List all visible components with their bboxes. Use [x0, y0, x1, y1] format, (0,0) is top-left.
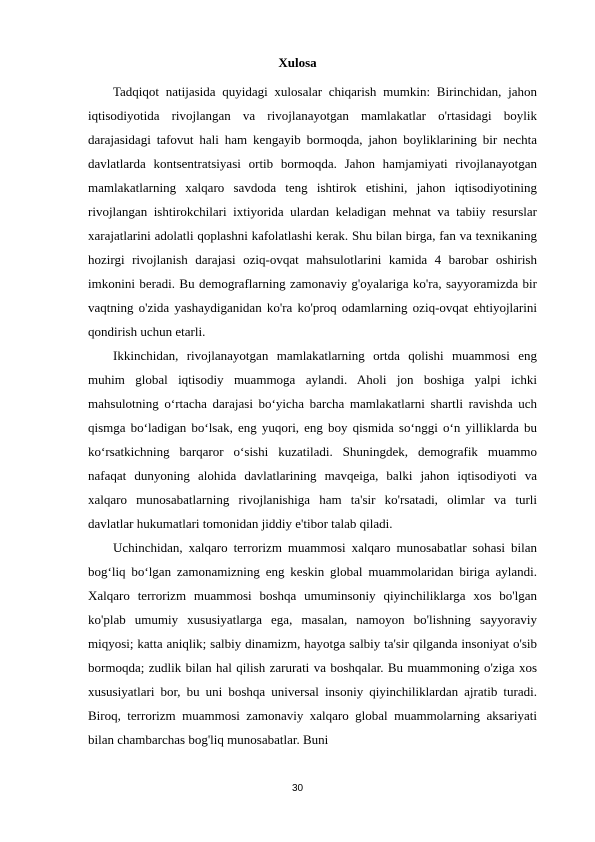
body-text: [88, 80, 537, 752]
page-number: 30: [291, 783, 304, 794]
paragraph: Tadqiqot natijasida quyidagi xulosalar chiqarish mumkin: Birinchidan, jahon iqtisodiyotida rivojlangan va rivojlanayotgan mamlakatlar o'rtasidagi boylik darajasidagi tafovut hali ham kengayib bormoqda, jahon boyliklarining bir nechta davlatlarda kontsentratsiyasi ortib bormoqda. Jahon hamjamiyati rivojlanayotgan mamlakatlarning xalqaro savdoda teng ishtirok etishini, jahon iqtisodiyotining rivojlangan ishtirokchilari ixtiyorida ulardan keladigan mehnat va tabiiy resurslar xarajatlarini adolatli qoplashni kafolatlashi kerak. Shu bilan birga, fan va texnikaning hozirgi rivojlanish darajasi oziq-ovqat mahsulotlarini kamida 4 barobar oshirish imkonini beradi. Bu demograflarning zamonaviy g'oyalariga ko'ra, sayyoramizda bir vaqtning o'zida yashaydiganidan ko'ra ko'proq odamlarning oziq-ovqat ehtiyojlarini qondirish uchun etarli.: [88, 84, 537, 339]
page-title: Xulosa: [278, 55, 317, 70]
paragraph: Uchinchidan, xalqaro terrorizm muammosi xalqaro munosabatlar sohasi bilan bog‘liq bo‘lgan zamonamizning eng keskin global muammolaridan biriga aylandi. Xalqaro terrorizm muammosi boshqa umuminsoniy qiyinchiliklarga xos bo'lgan ko'plab umumiy xususiyatlarga ega, masalan, namoyon bo'lishning sayyoraviy miqyosi; katta aniqlik; salbiy dinamizm, hayotga salbiy ta'sir qilganda insoniyat o'sib bormoqda; zudlik bilan hal qilish zarurati va boshqalar. Bu muammoning o'ziga xos xususiyatlari bor, bu uni boshqa universal insoniy qiyinchiliklardan ajratib turadi. Biroq, terrorizm muammosi zamonaviy xalqaro global muammolarning aksariyati bilan chambarchas bog'liq munosabatlar. Buni: [88, 540, 537, 747]
paragraph: Ikkinchidan, rivojlanayotgan mamlakatlarning ortda qolishi muammosi eng muhim global iqtisodiy muammoga aylandi. Aholi jon boshiga yalpi ichki mahsulotning o‘rtacha darajasi bo‘yicha barcha mamlakatlarni shartli ravishda uch qismga bo‘ladigan bo‘lsak, eng yuqori, eng boy qismida so‘nggi o‘n yilliklarda bu ko‘rsatkichning barqaror o‘sishi kuzatiladi. Shuningdek, demografik muammo nafaqat dunyoning alohida davlatlarining mavqeiga, balki jahon iqtisodiyoti va xalqaro munosabatlarning rivojlanishiga ham ta'sir ko'rsatadi, olimlar va turli davlatlar hukumatlari tomonidan jiddiy e'tibor talab qiladi.: [88, 348, 537, 531]
